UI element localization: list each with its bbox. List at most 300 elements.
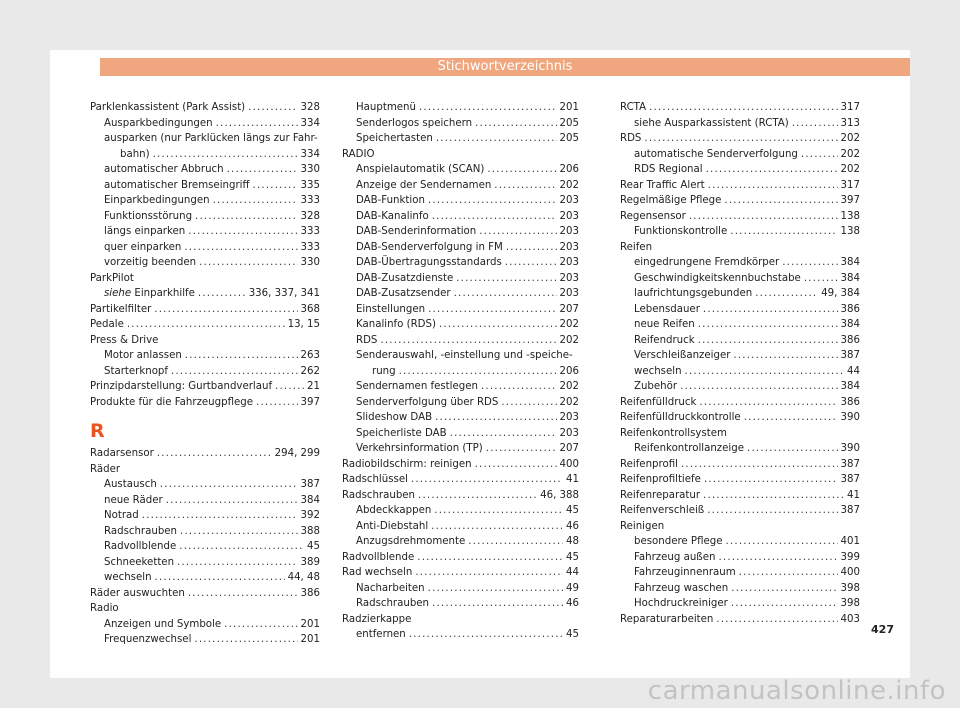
dot-leader <box>689 209 838 225</box>
entry-page-ref[interactable]: 386 <box>840 334 860 346</box>
dot-leader <box>179 539 304 555</box>
index-entry <box>620 348 860 364</box>
dot-leader <box>199 255 297 271</box>
index-entry <box>620 612 860 628</box>
index-entry <box>620 131 860 147</box>
entry-term: Anzugsdrehmomente <box>356 536 466 547</box>
dot-leader <box>428 193 557 209</box>
index-entry <box>90 570 320 586</box>
entry-term: automatischer Bremseingriff <box>104 179 250 191</box>
dot-leader <box>418 488 537 504</box>
entry-term: Senderlogos speichern <box>356 117 473 129</box>
index-entry <box>620 317 860 333</box>
dot-leader <box>417 550 563 566</box>
section-banner: Stichwortverzeichnis <box>100 58 910 76</box>
dot-leader <box>428 302 556 318</box>
entry-term: Partikelfilter <box>90 303 152 315</box>
index-entry <box>342 581 579 597</box>
index-entry <box>342 302 579 318</box>
entry-page-ref[interactable]: 203 <box>559 257 579 268</box>
entry-term: Reifenreparatur <box>620 489 701 501</box>
entry-term: siehe Ausparkassistent (RCTA) <box>634 117 789 129</box>
index-heading: Press & Drive <box>90 334 159 346</box>
entry-page-ref[interactable]: 203 <box>559 226 579 237</box>
entry-page-ref[interactable]: 13, 15 <box>287 319 320 330</box>
dot-leader <box>726 534 838 550</box>
entry-term: entfernen <box>356 629 406 640</box>
index-entry <box>90 395 320 411</box>
entry-page-ref[interactable]: 202 <box>559 319 579 330</box>
dot-leader <box>153 147 298 163</box>
entry-term: Radschlüssel <box>342 474 408 485</box>
index-entry <box>342 317 579 333</box>
dot-leader <box>253 178 298 194</box>
entry-page-ref[interactable]: 328 <box>300 210 320 222</box>
entry-term: Speicherliste DAB <box>356 427 447 439</box>
entry-term: wechseln <box>634 365 682 377</box>
entry-page-ref[interactable]: 206 <box>559 365 579 377</box>
index-entry <box>90 446 320 462</box>
index-entry <box>620 193 860 209</box>
dot-leader <box>434 503 563 519</box>
entry-page-ref[interactable]: 202 <box>840 148 860 160</box>
entry-term: DAB-Zusatzdienste <box>356 272 454 284</box>
dot-leader <box>432 596 563 612</box>
entry-page-ref[interactable]: 45 <box>566 629 579 640</box>
index-entry <box>620 100 860 116</box>
dot-leader <box>494 178 556 194</box>
dot-leader <box>716 612 837 628</box>
entry-page-ref[interactable]: 330 <box>300 164 320 175</box>
entry-term: Radarsensor <box>90 448 154 459</box>
entry-page-ref[interactable]: 45 <box>566 505 579 516</box>
entry-page-ref[interactable]: 203 <box>559 195 579 206</box>
entry-page-ref[interactable]: 387 <box>300 479 320 490</box>
dot-leader <box>415 565 563 581</box>
dot-leader <box>399 364 557 380</box>
entry-term: Reifenfülldruckkontrolle <box>620 412 741 423</box>
index-entry <box>620 596 860 612</box>
entry-page-ref[interactable]: 201 <box>300 634 320 645</box>
entry-page-ref[interactable]: 202 <box>559 381 579 392</box>
entry-page-ref[interactable]: 334 <box>300 117 320 129</box>
entry-term: Starterknopf <box>104 365 168 377</box>
index-entry <box>90 477 320 493</box>
index-entry <box>620 410 860 426</box>
entry-page-ref[interactable]: 401 <box>840 536 860 547</box>
entry-term: Anspielautomatik (SCAN) <box>356 164 485 175</box>
entry-term: Verschleißanzeiger <box>634 350 731 361</box>
dot-leader <box>177 555 298 571</box>
index-entry <box>342 116 579 132</box>
entry-page-ref[interactable]: 203 <box>559 241 579 253</box>
entry-page-ref[interactable]: 384 <box>840 257 860 268</box>
index-entry <box>90 209 320 225</box>
index-entry <box>342 472 579 488</box>
index-entry <box>90 302 320 318</box>
entry-term: eingedrungene Fremdkörper <box>634 257 780 268</box>
dot-leader <box>782 255 837 271</box>
entry-page-ref[interactable]: 386 <box>300 587 320 599</box>
index-entry <box>342 519 579 535</box>
index-entry <box>342 255 579 271</box>
entry-page-ref[interactable]: 202 <box>559 396 579 408</box>
entry-term: Radschrauben <box>356 598 430 609</box>
index-heading: ausparken (nur Parklücken längs zur Fahr- <box>104 133 318 144</box>
entry-page-ref[interactable]: 138 <box>840 210 860 222</box>
dot-leader <box>166 493 298 509</box>
entry-term: Funktionsstörung <box>104 210 193 222</box>
entry-page-ref[interactable]: 387 <box>840 474 860 485</box>
entry-page-ref[interactable]: 400 <box>840 567 860 578</box>
index-column-2 <box>342 100 579 643</box>
dot-leader <box>506 240 557 256</box>
entry-page-ref[interactable]: 262 <box>300 365 320 377</box>
entry-term: Fahrzeuginnenraum <box>634 567 736 578</box>
entry-term: Anzeige der Sendernamen <box>356 179 492 191</box>
entry-page-ref[interactable]: 397 <box>840 195 860 206</box>
entry-page-ref[interactable]: 202 <box>840 164 860 175</box>
dot-leader <box>718 550 837 566</box>
index-entry <box>90 586 320 602</box>
entry-page-ref[interactable]: 399 <box>840 551 860 563</box>
dot-leader <box>194 632 297 648</box>
entry-page-ref[interactable]: 384 <box>300 494 320 506</box>
index-page <box>50 50 910 678</box>
entry-term: Funktionskontrolle <box>634 226 728 237</box>
index-entry <box>620 116 860 132</box>
dot-leader <box>380 333 556 349</box>
entry-term: besondere Pflege <box>634 536 723 547</box>
entry-term: Reifenverschleiß <box>620 505 705 516</box>
dot-leader <box>744 410 838 426</box>
index-entry <box>342 193 579 209</box>
entry-term: automatischer Abbruch <box>104 164 224 175</box>
entry-page-ref[interactable]: 397 <box>300 396 320 408</box>
index-entry <box>90 286 320 302</box>
dot-leader <box>127 317 285 333</box>
dot-leader <box>481 379 557 395</box>
index-entry <box>342 131 579 147</box>
index-entry <box>90 379 320 395</box>
entry-page-ref[interactable]: 49 <box>566 582 579 594</box>
entry-term: Austausch <box>104 479 157 490</box>
entry-page-ref[interactable]: 387 <box>840 350 860 361</box>
dot-leader <box>185 348 298 364</box>
entry-term: Pedale <box>90 319 124 330</box>
entry-page-ref[interactable]: 44 <box>847 365 860 377</box>
entry-page-ref[interactable]: 384 <box>840 381 860 392</box>
index-entry <box>342 209 579 225</box>
index-entry <box>620 286 860 302</box>
index-entry <box>342 596 579 612</box>
index-entry <box>342 364 579 380</box>
dot-leader <box>428 581 563 597</box>
entry-term: Rad wechseln <box>342 567 413 578</box>
index-entry <box>90 493 320 509</box>
index-entry <box>90 255 320 271</box>
entry-page-ref[interactable]: 207 <box>559 303 579 315</box>
dot-leader <box>160 477 298 493</box>
dot-leader <box>731 596 838 612</box>
entry-page-ref[interactable]: 335 <box>300 179 320 191</box>
index-entry <box>90 539 320 555</box>
entry-page-ref[interactable]: 203 <box>559 427 579 439</box>
index-entry <box>90 162 320 178</box>
entry-page-ref[interactable]: 44 <box>566 567 579 578</box>
entry-page-ref[interactable]: 202 <box>559 334 579 346</box>
entry-page-ref[interactable]: 294, 299 <box>274 448 320 459</box>
entry-term: Reifenkontrollanzeige <box>634 443 744 454</box>
index-heading: Räder <box>90 463 121 475</box>
entry-page-ref[interactable]: 46 <box>566 520 579 532</box>
index-entry <box>342 410 579 426</box>
dot-leader <box>454 286 557 302</box>
entry-page-ref[interactable]: 330 <box>300 257 320 268</box>
dot-leader <box>685 364 845 380</box>
index-entry <box>620 178 860 194</box>
entry-page-ref[interactable]: 205 <box>559 117 579 129</box>
entry-page-ref[interactable]: 41 <box>566 474 579 485</box>
index-heading: Radio <box>90 603 119 614</box>
index-entry <box>342 441 579 457</box>
entry-term: Produkte für die Fahrzeugpflege <box>90 396 253 408</box>
dot-leader <box>698 317 838 333</box>
dot-leader <box>155 570 285 586</box>
entry-page-ref[interactable]: 263 <box>300 350 320 361</box>
index-entry <box>342 100 579 116</box>
dot-leader <box>755 286 818 302</box>
entry-term: Abdeckkappen <box>356 505 432 516</box>
entry-page-ref[interactable]: 333 <box>300 241 320 253</box>
index-entry <box>620 534 860 550</box>
entry-term: Hochdruckreiniger <box>634 598 728 609</box>
dot-leader <box>171 364 298 380</box>
index-entry <box>620 550 860 566</box>
dot-leader <box>801 147 838 163</box>
entry-term: quer einparken <box>104 241 182 253</box>
entry-page-ref[interactable]: 386 <box>840 396 860 408</box>
entry-page-ref[interactable]: 368 <box>300 303 320 315</box>
entry-page-ref[interactable]: 48 <box>566 536 579 547</box>
index-entry <box>342 426 579 442</box>
entry-page-ref[interactable]: 44, 48 <box>287 572 320 583</box>
index-entry <box>620 488 860 504</box>
index-heading: Reinigen <box>620 520 665 532</box>
entry-term: Parklenkassistent (Park Assist) <box>90 102 246 113</box>
entry-page-ref[interactable]: 384 <box>840 272 860 284</box>
dot-leader <box>505 255 557 271</box>
index-entry <box>342 488 579 504</box>
entry-page-ref[interactable]: 387 <box>840 505 860 516</box>
entry-page-ref[interactable]: 201 <box>300 618 320 630</box>
entry-page-ref[interactable]: 334 <box>300 148 320 160</box>
entry-page-ref[interactable]: 206 <box>559 164 579 175</box>
entry-page-ref[interactable]: 203 <box>559 272 579 284</box>
index-entry <box>90 147 320 163</box>
entry-term: Regelmäßige Pflege <box>620 195 722 206</box>
dot-leader <box>213 193 298 209</box>
dot-leader <box>275 379 304 395</box>
entry-page-ref[interactable]: 46, 388 <box>540 489 579 501</box>
entry-page-ref[interactable]: 388 <box>300 525 320 537</box>
dot-leader <box>409 627 563 643</box>
entry-page-ref[interactable]: 392 <box>300 510 320 521</box>
index-entry <box>620 364 860 380</box>
index-entry <box>90 224 320 240</box>
entry-term: Prinzipdarstellung: Gurtbandverlauf <box>90 381 273 392</box>
entry-page-ref[interactable]: 398 <box>840 598 860 609</box>
entry-page-ref[interactable]: 400 <box>559 458 579 470</box>
entry-page-ref[interactable]: 336, 337, 341 <box>248 288 320 299</box>
entry-page-ref[interactable]: 386 <box>840 303 860 315</box>
index-entry <box>342 178 579 194</box>
entry-page-ref[interactable]: 207 <box>559 443 579 454</box>
index-entry <box>342 240 579 256</box>
index-entry <box>620 503 860 519</box>
entry-term: DAB-Zusatzsender <box>356 288 451 299</box>
index-heading: Senderauswahl, -einstellung und -speiche- <box>356 350 573 361</box>
dot-leader <box>157 446 272 462</box>
index-heading: Reifenkontrollsystem <box>620 427 727 439</box>
dot-leader <box>486 441 557 457</box>
index-entry <box>342 162 579 178</box>
entry-term: Reifenprofiltiefe <box>620 474 701 485</box>
dot-leader <box>699 395 837 411</box>
dot-leader <box>436 131 557 147</box>
page-number: 427 <box>871 623 894 636</box>
entry-term: Radvollblende <box>342 551 415 563</box>
entry-term: Radschrauben <box>342 489 416 501</box>
entry-page-ref[interactable]: 317 <box>840 102 860 113</box>
index-entry <box>90 632 320 648</box>
index-entry <box>342 395 579 411</box>
entry-page-ref[interactable]: 205 <box>559 133 579 144</box>
dot-leader <box>188 586 298 602</box>
entry-page-ref[interactable]: 45 <box>566 551 579 563</box>
entry-term: Radiobildschirm: reinigen <box>342 458 472 470</box>
entry-term: Motor anlassen <box>104 350 182 361</box>
entry-term: Kanalinfo (RDS) <box>356 319 436 330</box>
index-entry <box>342 550 579 566</box>
entry-term: DAB-Übertragungsstandards <box>356 257 502 268</box>
dot-leader <box>680 379 837 395</box>
index-entry <box>342 333 579 349</box>
index-entry <box>620 379 860 395</box>
entry-page-ref[interactable]: 203 <box>559 412 579 423</box>
index-entry <box>90 100 320 116</box>
index-entry <box>342 224 579 240</box>
index-entry <box>342 503 579 519</box>
dot-leader <box>703 302 838 318</box>
index-column-3 <box>620 100 860 627</box>
entry-term: DAB-Funktion <box>356 195 425 206</box>
entry-term: Radvollblende <box>104 541 177 552</box>
dot-leader <box>431 519 563 535</box>
dot-leader <box>195 209 298 225</box>
entry-page-ref[interactable]: 390 <box>840 412 860 423</box>
dot-leader <box>198 286 246 302</box>
entry-page-ref[interactable]: 202 <box>840 133 860 144</box>
entry-page-ref[interactable]: 387 <box>840 458 860 470</box>
entry-term: siehe Einparkhilfe <box>104 288 195 299</box>
entry-page-ref[interactable]: 333 <box>300 226 320 237</box>
entry-page-ref[interactable]: 201 <box>559 102 579 113</box>
dot-leader <box>649 100 837 116</box>
entry-page-ref[interactable]: 203 <box>559 210 579 222</box>
index-entry <box>620 302 860 318</box>
entry-term: Sendernamen festlegen <box>356 381 478 392</box>
index-entry <box>620 255 860 271</box>
entry-page-ref[interactable]: 138 <box>840 226 860 237</box>
index-entry <box>620 333 860 349</box>
dot-leader <box>411 472 563 488</box>
dot-leader <box>154 302 297 318</box>
index-entry <box>342 457 579 473</box>
entry-term: Reparaturarbeiten <box>620 613 714 625</box>
entry-term: Anti-Diebstahl <box>356 520 429 532</box>
entry-page-ref[interactable]: 45 <box>307 541 320 552</box>
entry-page-ref[interactable]: 384 <box>840 319 860 330</box>
entry-page-ref[interactable]: 203 <box>559 288 579 299</box>
entry-page-ref[interactable]: 389 <box>300 556 320 568</box>
entry-term: Speichertasten <box>356 133 433 144</box>
dot-leader <box>435 410 556 426</box>
entry-page-ref[interactable]: 313 <box>840 117 860 129</box>
index-entry <box>90 178 320 194</box>
entry-term: Einparkbedingungen <box>104 195 210 206</box>
dot-leader <box>703 488 844 504</box>
entry-page-ref[interactable]: 41 <box>847 489 860 501</box>
index-heading: Radzierkappe <box>342 613 412 625</box>
entry-term: Reifendruck <box>634 334 695 346</box>
entry-page-ref[interactable]: 202 <box>559 179 579 191</box>
dot-leader <box>432 209 557 225</box>
dot-leader <box>698 333 838 349</box>
index-entry <box>620 457 860 473</box>
entry-page-ref[interactable]: 333 <box>300 195 320 206</box>
dot-leader <box>248 100 297 116</box>
entry-page-ref[interactable]: 317 <box>840 179 860 191</box>
index-entry <box>342 627 579 643</box>
entry-page-ref[interactable]: 403 <box>840 613 860 625</box>
dot-leader <box>707 503 837 519</box>
entry-page-ref[interactable]: 328 <box>300 102 320 113</box>
index-entry <box>90 617 320 633</box>
entry-term: Reifenprofil <box>620 458 678 470</box>
entry-page-ref[interactable]: 46 <box>566 598 579 609</box>
index-entry <box>342 565 579 581</box>
entry-page-ref[interactable]: 21 <box>307 381 320 392</box>
entry-term: RCTA <box>620 102 647 113</box>
entry-term: Nacharbeiten <box>356 582 425 594</box>
dot-leader <box>475 116 556 132</box>
entry-page-ref[interactable]: 49, 384 <box>821 288 860 299</box>
entry-page-ref[interactable]: 398 <box>840 582 860 594</box>
entry-page-ref[interactable]: 390 <box>840 443 860 454</box>
index-heading: RADIO <box>342 148 375 160</box>
entry-term: neue Räder <box>104 494 163 506</box>
index-entry <box>90 240 320 256</box>
dot-leader <box>501 395 556 411</box>
dot-leader <box>475 457 557 473</box>
dot-leader <box>216 116 298 132</box>
dot-leader <box>180 524 298 540</box>
index-entry <box>620 271 860 287</box>
dot-leader <box>224 617 297 633</box>
dot-leader <box>419 100 557 116</box>
entry-term: Geschwindigkeitskennbuchstabe <box>634 272 801 284</box>
